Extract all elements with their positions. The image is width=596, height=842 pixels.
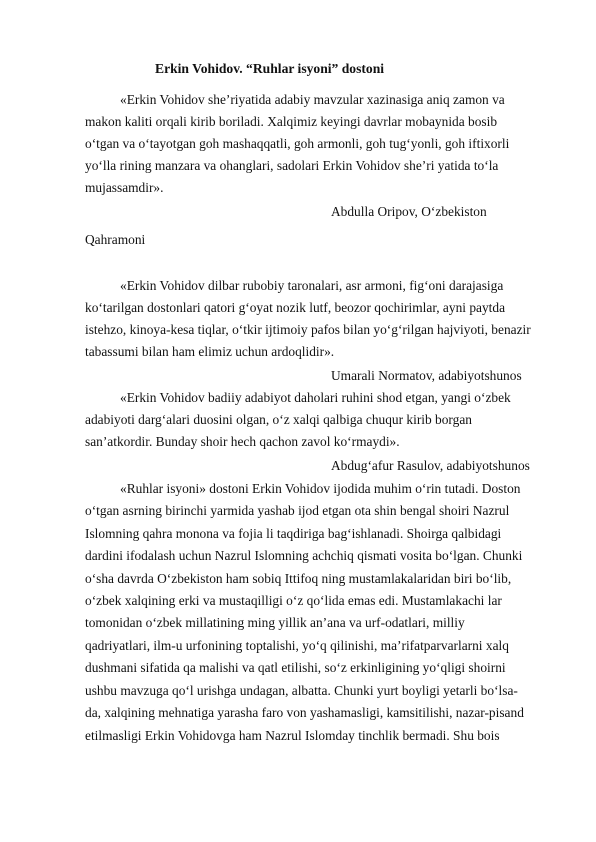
- quote-attribution: Qahramoni: [85, 232, 146, 247]
- text-line: o‘tgan va o‘tayotgan goh mashaqqatli, goh armonli, goh tug‘yonli, goh iftixorli: [85, 136, 510, 151]
- text-line: qadriyatlari, ilm-u urfonining toptalishi, yo‘q qilinishi, ma’rifatparvarlarni xalq: [85, 638, 509, 653]
- quote-attribution: Abdug‘afur Rasulov, adabiyotshunos: [331, 458, 530, 473]
- text-line: istehzo, kinoya-kesa tiqlar, o‘tkir ijtimoiy pafos bilan yo‘g‘rilgan hajviyoti, benazir: [85, 322, 531, 337]
- text-line: ushbu mavzuga qo‘l urishga undagan, albatta. Chunki yurt boyligi yetarli bo‘lsa-: [85, 683, 518, 698]
- text-line: «Ruhlar isyoni» dostoni Erkin Vohidov ijodida muhim o‘rin tutadi. Doston: [120, 481, 521, 496]
- text-line: san’atkordir. Bunday shoir hech qachon zavol ko‘rmaydi».: [85, 434, 400, 449]
- text-line: tabassumi bilan ham elimiz uchun ardoqlidir».: [85, 344, 335, 359]
- text-line: dardini ifodalash uchun Nazrul Islomning achchiq qismati vosita bo‘lgan. Chunki: [85, 548, 523, 563]
- text-line: adabiyoti darg‘alari duosini olgan, o‘z xalqi qalbiga chuqur kirib borgan: [85, 412, 472, 427]
- document-title: Erkin Vohidov. “Ruhlar isyoni” dostoni: [155, 61, 385, 76]
- text-line: etilmasligi Erkin Vohidovga ham Nazrul Islomday tinchlik bermadi. Shu bois: [85, 728, 500, 743]
- text-line: o‘zbek xalqining erki va mustaqilligi o‘z qo‘lida emas edi. Mustamlakachi lar: [85, 593, 502, 608]
- text-line: makon kaliti orqali kirib boriladi. Xalqimiz keyingi davrlar mobaynida bosib: [85, 114, 498, 129]
- text-line: «Erkin Vohidov badiiy adabiyot daholari ruhini shod etgan, yangi o‘zbek: [120, 390, 511, 405]
- text-line: mujassamdir».: [85, 180, 164, 195]
- quote-attribution: Umarali Normatov, adabiyotshunos: [331, 368, 522, 383]
- text-line: yo‘lla rining manzara va ohanglari, sadolari Erkin Vohidov she’ri yatida to‘la: [85, 158, 499, 173]
- quote-attribution: Abdulla Oripov, O‘zbekiston: [331, 204, 487, 219]
- text-line: Islomning qahra monona va fojia li taqdiriga bag‘ishlanadi. Shoirga qalbidagi: [85, 526, 502, 541]
- text-line: o‘tgan asrning birinchi yarmida yashab ijod etgan ota shin bengal shoiri Nazrul: [85, 503, 510, 518]
- text-line: «Erkin Vohidov dilbar rubobiy taronalari, asr armoni, fig‘oni darajasiga: [120, 278, 504, 293]
- text-line: o‘sha davrda O‘zbekiston ham sobiq Ittifoq ning mustamlakalaridan biri bo‘lib,: [85, 571, 512, 586]
- text-line: tomonidan o‘zbek millatining ming yillik an’ana va urf-odatlari, milliy: [85, 615, 465, 630]
- text-line: dushmani sifatida qa malishi va qatl etilishi, so‘z erkinligining yo‘qligi shoirni: [85, 660, 506, 675]
- text-line: ko‘tarilgan dostonlari qatori g‘oyat nozik lutf, beozor qochirimlar, ayni paytda: [85, 300, 506, 315]
- text-line: «Erkin Vohidov she’riyatida adabiy mavzular xazinasiga aniq zamon va: [120, 92, 505, 107]
- text-line: da, xalqining mehnatiga yarasha faro von yashamasligi, kamsitilishi, nazar-pisand: [85, 705, 524, 720]
